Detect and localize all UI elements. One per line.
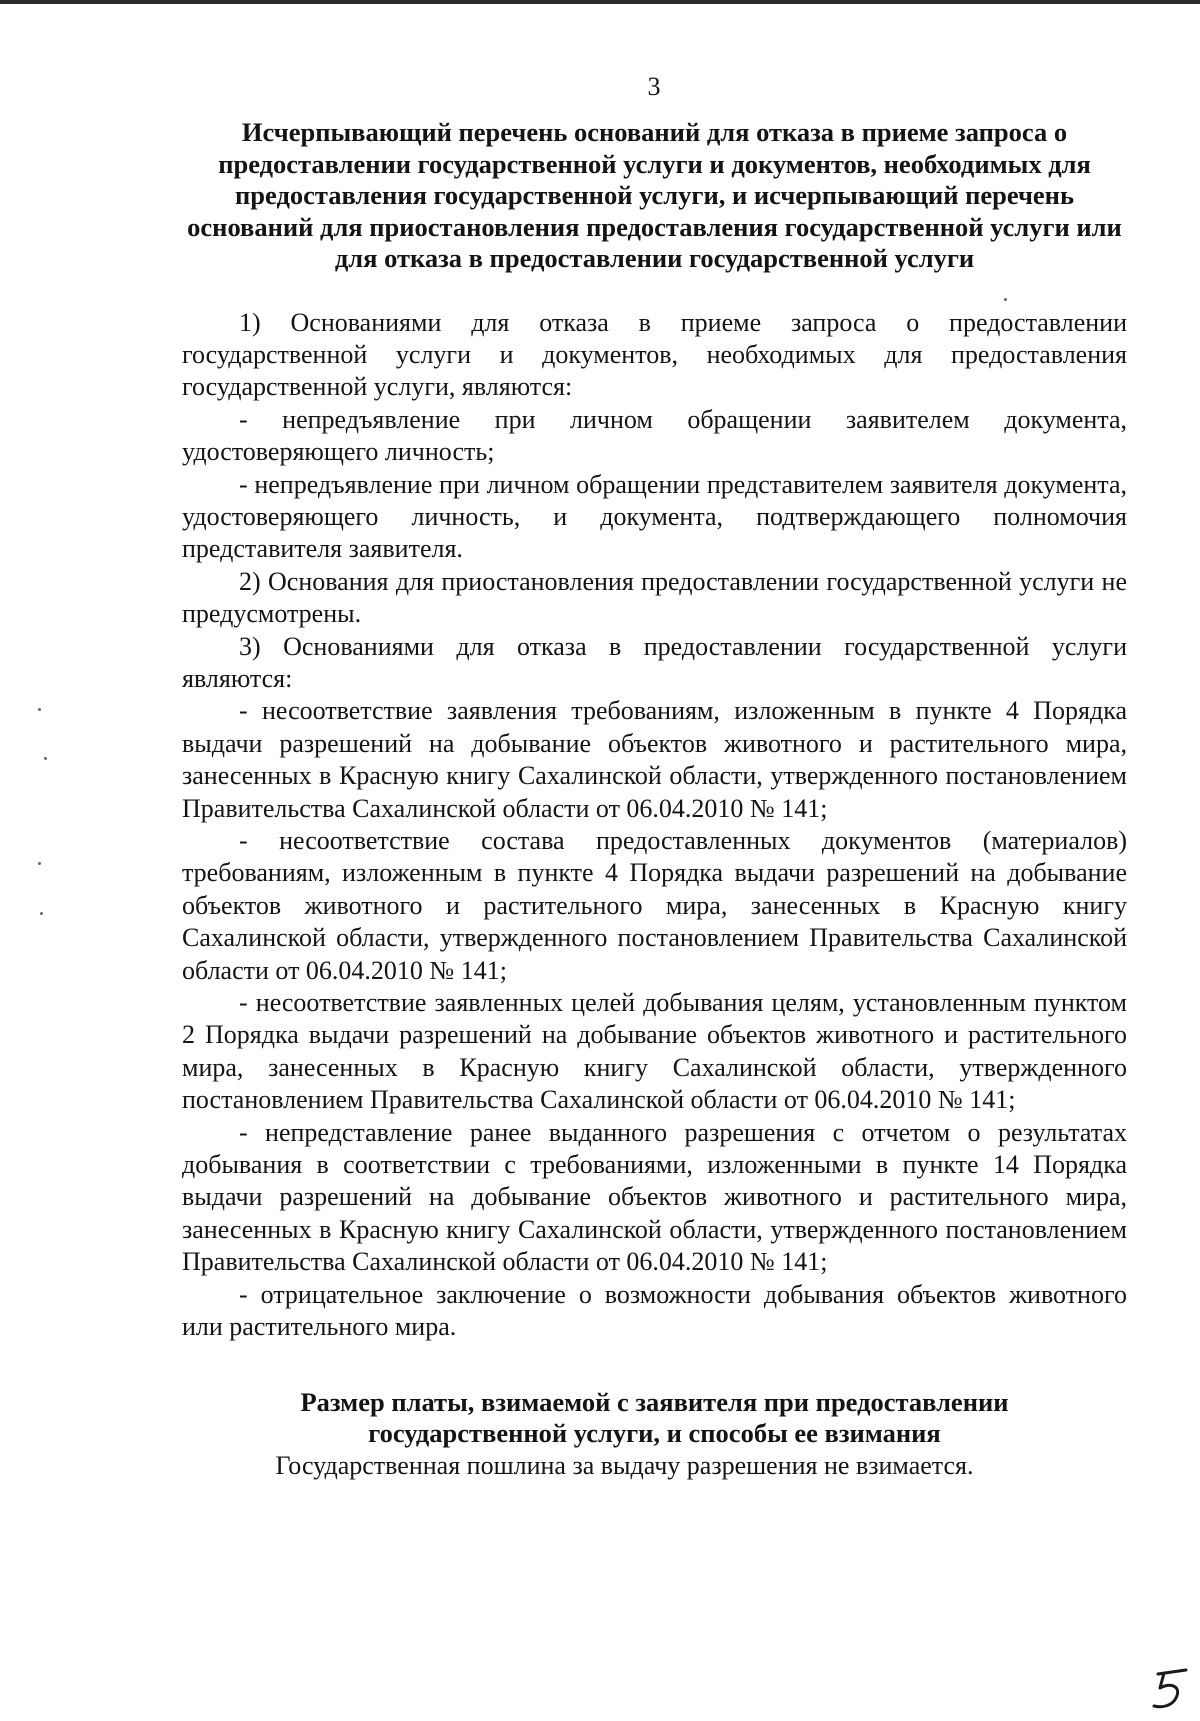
paragraph-9: - непредставление ранее выданного разрешения с отчетом о результатах добывания в соответствии с требованиями, изложенными в пункте 14 Порядка выдачи разрешений на добывание объектов животного и растительного мира, занесенных в Красную книгу Сахалинской области, утвержденного постановлением Правительства Сахалинской области от 06.04.2010 № 141; [182,1117,1127,1277]
page-number: 3 [647,72,661,101]
paragraph-8: - несоответствие заявленных целей добывания целям, установленным пунктом 2 Порядка выдачи разрешений на добывание объектов животного и растительного мира, занесенных в Красную книгу Сахалинской области, утвержденного постановлением Правительства Сахалинской области от 06.04.2010 № 141; [182,988,1127,1115]
document-content [182,117,1127,1482]
fee-statement: Государственная пошлина за выдачу разрешения не взимается. [275,1450,974,1480]
scan-speck [38,862,41,865]
section-heading-refusal-grounds: Исчерпывающий перечень оснований для отказа в приеме запроса о предоставлении государственной услуги и документов, необходимых для предоставления государственной услуги, и исчерпывающий перечень оснований для приостановления предоставления государственной услуги или для отказа в предоставлении государственной услуги [187,117,1122,273]
section-heading-fee: Размер платы, взимаемой с заявителя при предоставлении государственной услуги, и способы ее взимания [300,1386,1009,1448]
paragraph-10: - отрицательное заключение о возможности добывания объектов животного или растительного мира. [182,1279,1127,1342]
paragraph-4: 2) Основания для приостановления предоставлении государственной услуги не предусмотрены. [182,566,1127,629]
handwritten-page-mark [1150,1664,1192,1712]
paragraph-7: - несоответствие состава предоставленных документов (материалов) требованиям, изложенным в пункте 4 Порядка выдачи разрешений на добывание объектов животного и растительного мира, занесенных в Красную книгу Сахалинской области, утвержденного постановлением Правительства Сахалинской области от 06.04.2010 № 141; [182,826,1127,985]
paragraph-6: - несоответствие заявления требованиям, изложенным в пункте 4 Порядка выдачи разрешений на добывание объектов животного и растительного мира, занесенных в Красную книгу Сахалинской области, утвержденного постановлением Правительства Сахалинской области от 06.04.2010 № 141; [182,696,1127,823]
scan-top-border [0,0,1200,4]
paragraph-3: - непредъявление при личном обращении представителем заявителя документа, удостоверяющего личность, и документа, подтверждающего полномочия представителя заявителя. [182,469,1127,564]
scan-speck [1004,298,1007,301]
scan-speck [40,912,43,915]
refusal-grounds-body [182,307,1127,1344]
paragraph-2: - непредъявление при личном обращении заявителем документа, удостоверяющего личность; [182,404,1127,467]
paragraph-1: 1) Основаниями для отказа в приеме запроса о предоставлении государственной услуги и документов, необходимых для предоставления государственной услуги, являются: [182,307,1127,402]
scan-speck [44,757,47,760]
paragraph-5: 3) Основаниями для отказа в предоставлении государственной услуги являются: [182,631,1127,693]
scan-speck [38,708,41,711]
